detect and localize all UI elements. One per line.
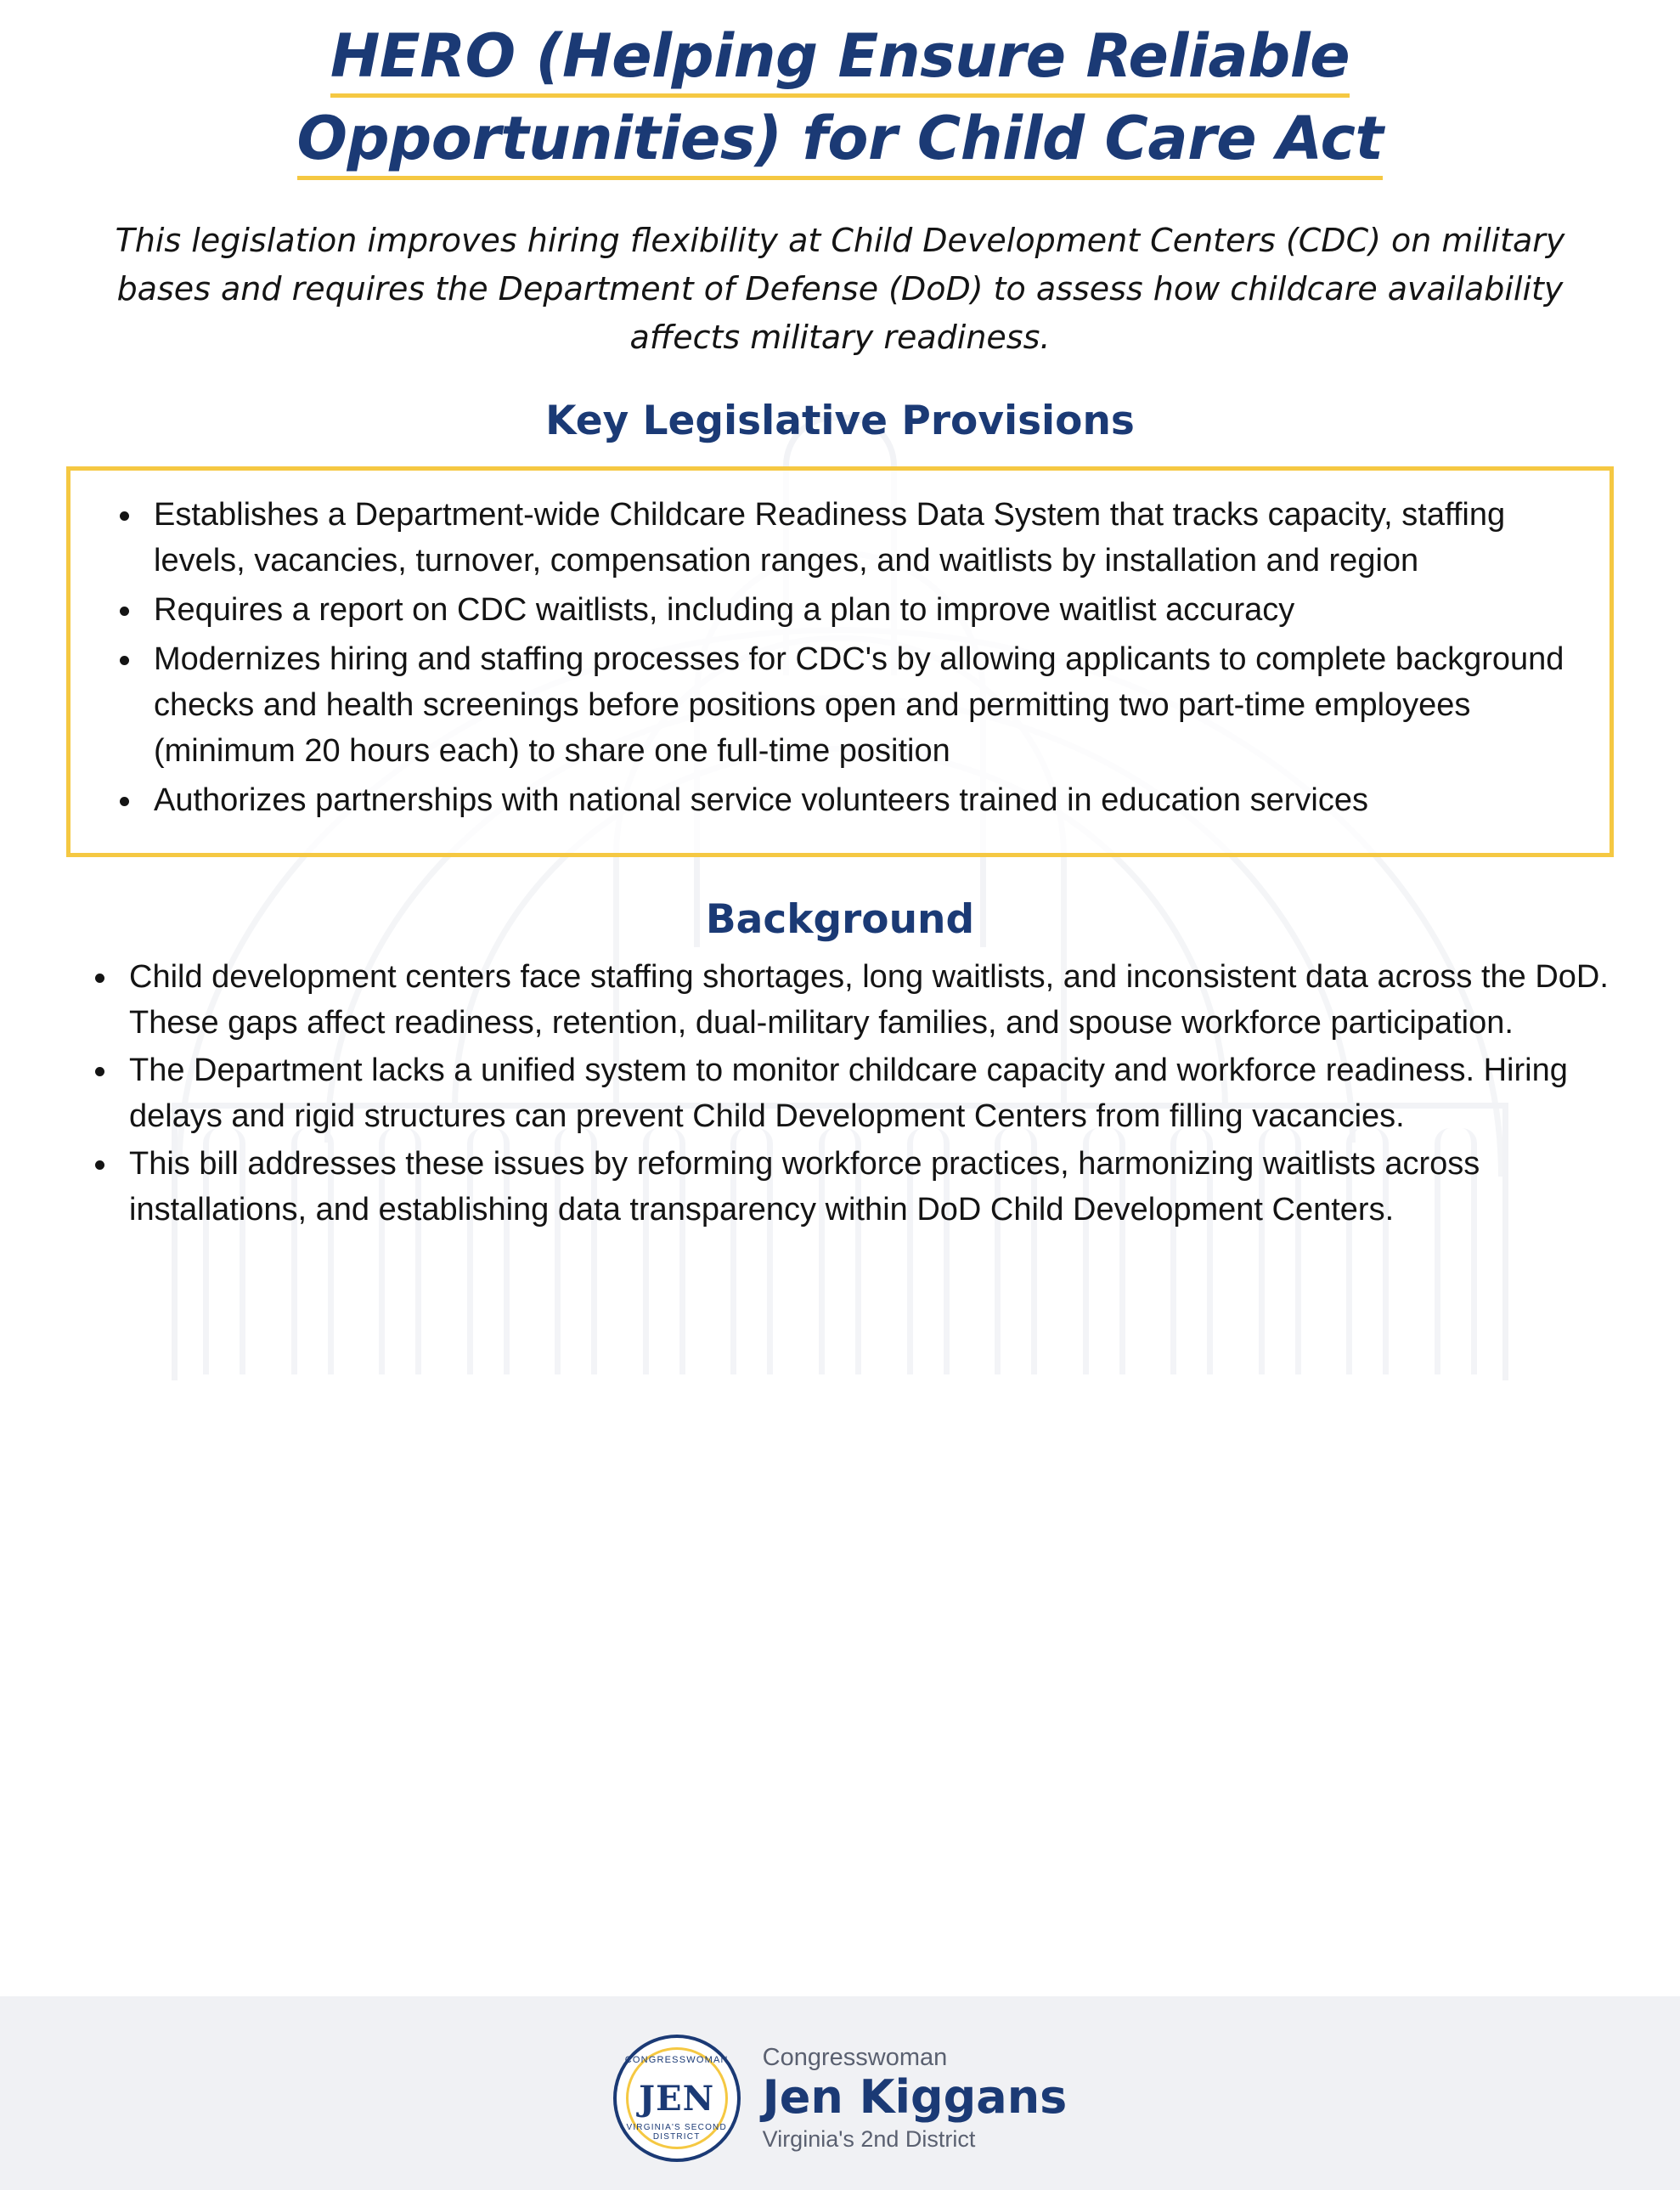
background-heading: Background (705, 895, 975, 943)
subtitle-text: This legislation improves hiring flexibility at Child Development Centers (CDC) on military bases and requires the Department of Defense (DoD) to assess how childcare availability affects military readiness. (115, 222, 1565, 357)
document-body (0, 15, 1680, 1233)
seal-bottom-text: VIRGINIA'S SECOND DISTRICT (626, 2123, 727, 2142)
provisions-heading: Key Legislative Provisions (545, 398, 1135, 445)
page-title-line-1: HERO (Helping Ensure Reliable (330, 21, 1350, 98)
list-item: Modernizes hiring and staffing processes for CDC's by allowing applicants to complete background checks and health screenings before positions open and permitting two part-time employees (minimum 20 hours each) to share one full-time position (145, 637, 1579, 775)
page-title (66, 15, 1614, 179)
footer-identity (763, 2044, 1068, 2153)
provisions-list (96, 493, 1579, 824)
list-item: Establishes a Department-wide Childcare Readiness Data System that tracks capacity, staffing levels, vacancies, turnover, compensation ranges, and waitlists by installation and region (145, 493, 1579, 584)
list-item: Authorizes partnerships with national service volunteers trained in education services (145, 778, 1579, 824)
seal-top-text: CONGRESSWOMAN (624, 2055, 729, 2065)
footer-name: Jen Kiggans (762, 2069, 1068, 2124)
background-section (66, 896, 1614, 1233)
list-item: This bill addresses these issues by reforming workforce practices, harmonizing waitlists across installations, and establishing data transparency within DoD Child Development Centers. (121, 1142, 1614, 1233)
list-item: Child development centers face staffing shortages, long waitlists, and inconsistent data across the DoD. These gaps affect readiness, retention, dual-military families, and spouse workforce participation. (121, 955, 1614, 1047)
seal-monogram: JEN (639, 2078, 715, 2119)
background-list (66, 955, 1614, 1233)
provisions-box (66, 466, 1614, 857)
page-title-line-2: Opportunities) for Child Care Act (297, 104, 1384, 180)
list-item: Requires a report on CDC waitlists, including a plan to improve waitlist accuracy (145, 588, 1579, 634)
footer-district: Virginia's 2nd District (762, 2126, 976, 2153)
list-item: The Department lacks a unified system to monitor childcare capacity and workforce readiness. Hiring delays and rigid structures can prevent Child Development Centers from filling vacancies. (121, 1048, 1614, 1140)
congressional-seal-icon (613, 2035, 741, 2162)
footer-pre-title: Congresswoman (762, 2043, 948, 2071)
footer (0, 1991, 1680, 2190)
